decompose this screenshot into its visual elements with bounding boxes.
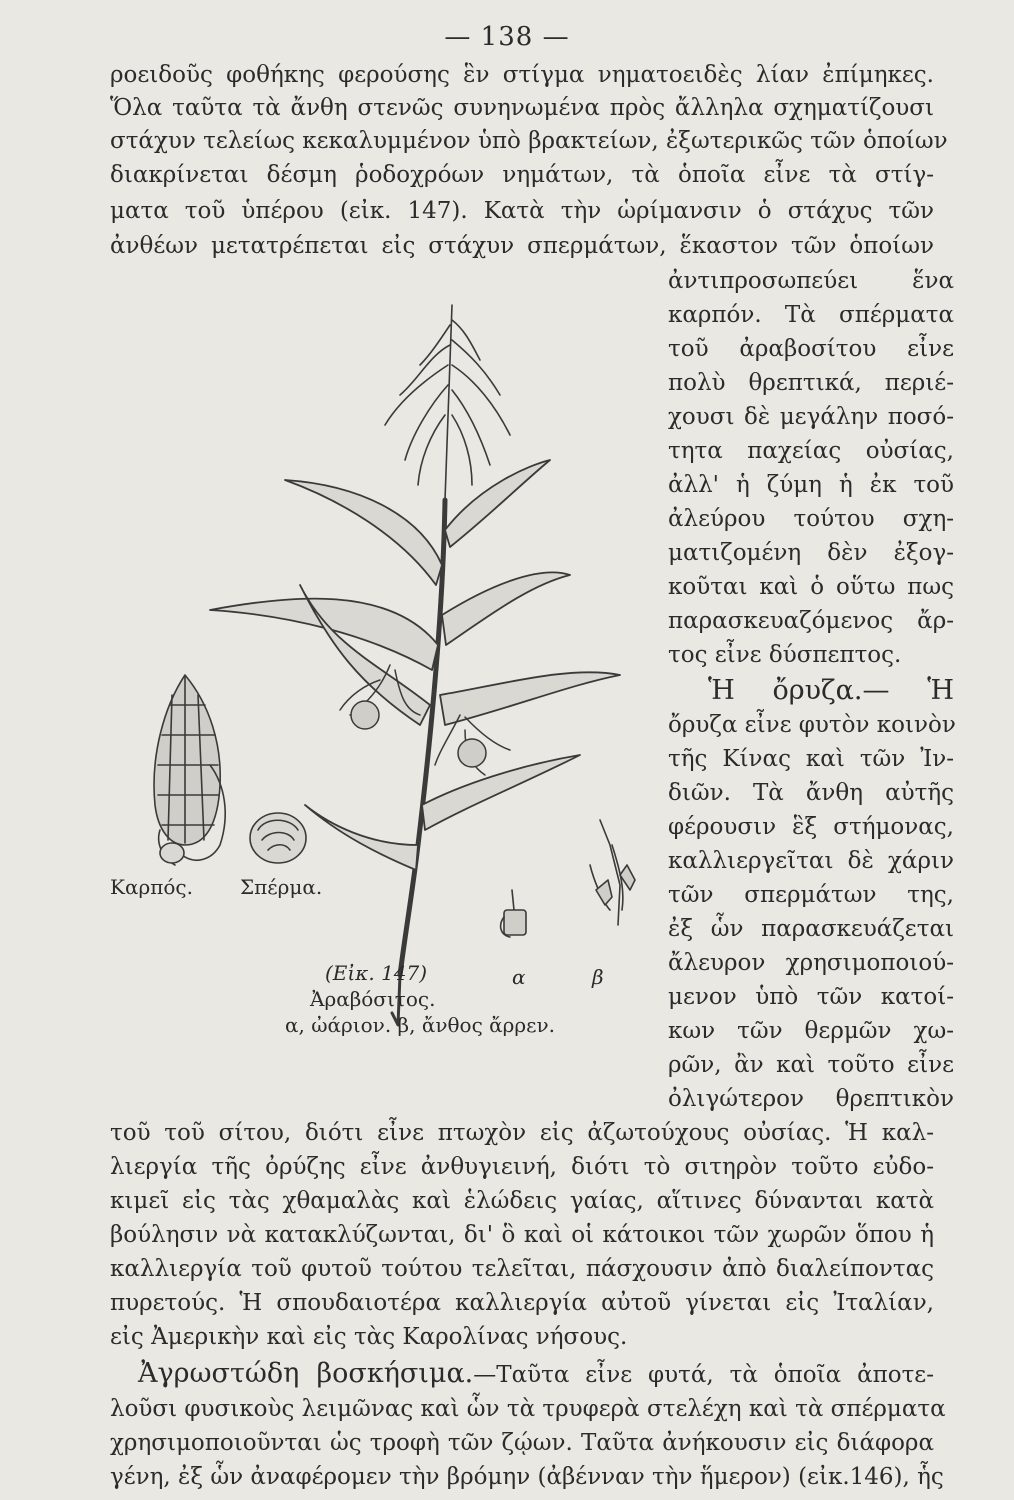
text-line: κιμεῖ εἰς τὰς χθαμαλὰς καὶ ἑλώδεις γαίας, αἵτινες δύνανται κατὰ: [110, 1188, 934, 1214]
side-text-line: ἀλεύρου τούτου σχη-: [668, 506, 954, 532]
side-text-line: τῶν σπερμάτων της,: [668, 882, 954, 908]
text-line: διακρίνεται δέσμη ῥοδοχρόων νημάτων, τὰ ὁποῖα εἶνε τὰ στίγ-: [110, 162, 934, 188]
side-text-line: πολὺ θρεπτικά, περιέ-: [668, 370, 954, 396]
maize-illustration: [100, 285, 660, 1055]
male-flower-drawing: [590, 820, 635, 925]
text-line: ροειδοῦς φοθήκης φερούσης ἓν στίγμα νηματοειδὲς λίαν ἐπίμηκες.: [110, 62, 934, 88]
side-text-line: ἐξ ὧν παρασκευάζεται: [668, 916, 954, 942]
side-text-line: μενον ὑπὸ τῶν κατοί-: [668, 984, 954, 1010]
tassel-drawing: [385, 305, 510, 500]
side-text-line: ρῶν, ἂν καὶ τοῦτο εἶνε: [668, 1052, 954, 1078]
text-line: καλλιεργία τοῦ φυτοῦ τούτου τελεῖται, πάσχουσιν ἀπὸ διαλείποντας: [110, 1256, 934, 1282]
text-line: στάχυν τελείως κεκαλυμμένον ὑπὸ βρακτείων, ἐξωτερικῶς τῶν ὁποίων: [110, 128, 948, 154]
text-line: γένη, ἐξ ὧν ἀναφέρομεν τὴν βρόμην (ἀβένναν τὴν ἥμερον) (εἰκ.146), ἧς: [110, 1464, 944, 1490]
text-line: ἀνθέων μετατρέπεται εἰς στάχυν σπερμάτων, ἕκαστον τῶν ὁποίων: [110, 233, 934, 259]
ovary-drawing: [501, 890, 526, 937]
side-text-line: ὄρυζα εἶνε φυτὸν κοινὸν: [668, 712, 956, 738]
side-text-line: ἄλευρον χρησιμοποιού-: [668, 950, 954, 976]
side-text-line: ἀντιπροσωπεύει ἕνα: [668, 268, 954, 294]
rice-heading-tail: Ἡ: [927, 675, 954, 706]
label-fruit: Καρπός.: [110, 875, 193, 899]
side-text-line: καλλιεργεῖται δὲ χάριν: [668, 848, 954, 874]
side-text-line: ὀλιγώτερον θρεπτικὸν: [668, 1086, 954, 1112]
label-alpha: α: [512, 965, 526, 989]
grass-first-line: [110, 1360, 934, 1389]
text-line: χρησιμοποιοῦνται ὡς τροφὴ τῶν ζῴων. Ταῦτα ἀνήκουσιν εἰς διάφορα: [110, 1430, 934, 1456]
side-text-line: τοῦ ἀραβοσίτου εἶνε: [668, 336, 954, 362]
side-text-line: χουσι δὲ μεγάλην ποσό-: [668, 404, 954, 430]
text-line: πυρετούς. Ἡ σπουδαιοτέρα καλλιεργία αὐτοῦ γίνεται εἰς Ἰταλίαν,: [110, 1290, 934, 1316]
text-line: λιεργία τῆς ὀρύζης εἶνε ἀνθυγιεινή, διότι τὸ σιτηρὸν τοῦτο εὐδο-: [110, 1154, 934, 1180]
grass-heading: Ἀγρωστώδη βοσκήσιμα.: [138, 1358, 474, 1389]
text-line: βούλησιν νὰ κατακλύζωνται, δι' ὃ καὶ οἱ κάτοικοι τῶν χωρῶν ὅπου ἡ: [110, 1222, 934, 1248]
section-heading-rice: [668, 676, 954, 706]
label-seed: Σπέρμα.: [240, 875, 323, 899]
side-text-line: παρασκευαζόμενος ἄρ-: [668, 608, 954, 634]
side-text-line: τητα παχείας οὐσίας,: [668, 438, 954, 464]
text-line: λοῦσι φυσικοὺς λειμῶνας καὶ ὧν τὰ τρυφερὰ στελέχη καὶ τὰ σπέρματα: [110, 1396, 946, 1422]
side-text-line: διῶν. Τὰ ἄνθη αὐτῆς: [668, 780, 954, 806]
grass-first-line-text: —Ταῦτα εἶνε φυτά, τὰ ὁποῖα ἀποτε-: [473, 1362, 934, 1388]
seed-drawing: [250, 813, 306, 863]
page-number: — 138 —: [444, 22, 570, 52]
text-line: ματα τοῦ ὑπέρου (εἰκ. 147). Κατὰ τὴν ὡρίμανσιν ὁ στάχυς τῶν: [110, 198, 934, 224]
side-text-line: ἀλλ' ἡ ζύμη ἡ ἐκ τοῦ: [668, 472, 954, 498]
side-text-line: ματιζομένη δὲν ἐξογ-: [668, 540, 954, 566]
text-line: τοῦ τοῦ σίτου, διότι εἶνε πτωχὸν εἰς ἀζωτούχους οὐσίας. Ἡ καλ-: [110, 1120, 934, 1146]
side-text-line: τῆς Κίνας καὶ τῶν Ἰν-: [668, 746, 954, 772]
side-text-line: φέρουσιν ἓξ στήμονας,: [668, 814, 954, 840]
side-text-line: τος εἶνε δύσπεπτος.: [668, 642, 902, 668]
figure-caption-detail: α, ὠάριον. β, ἄνθος ἄρρεν.: [285, 1013, 556, 1037]
label-beta: β: [592, 965, 604, 989]
rice-heading: Ἡ ὄρυζα.—: [708, 675, 890, 706]
fruit-drawing: [154, 675, 225, 865]
figure-caption-name: Ἀραβόσιτος.: [310, 987, 436, 1011]
text-line: Ὅλα ταῦτα τὰ ἄνθη στενῶς συνηνωμένα πρὸς ἄλληλα σχηματίζουσι: [110, 95, 934, 121]
text-line: εἰς Ἀμερικὴν καὶ εἰς τὰς Καρολίνας νήσους.: [110, 1324, 628, 1350]
side-text-line: κων τῶν θερμῶν χω-: [668, 1018, 954, 1044]
side-text-line: κοῦται καὶ ὁ οὕτω πως: [668, 574, 954, 600]
leaves-drawing: [210, 460, 620, 870]
side-text-line: καρπόν. Τὰ σπέρματα: [668, 302, 954, 328]
figure-number: (Εἰκ. 147): [325, 961, 428, 985]
maize-figure: [100, 285, 660, 1055]
